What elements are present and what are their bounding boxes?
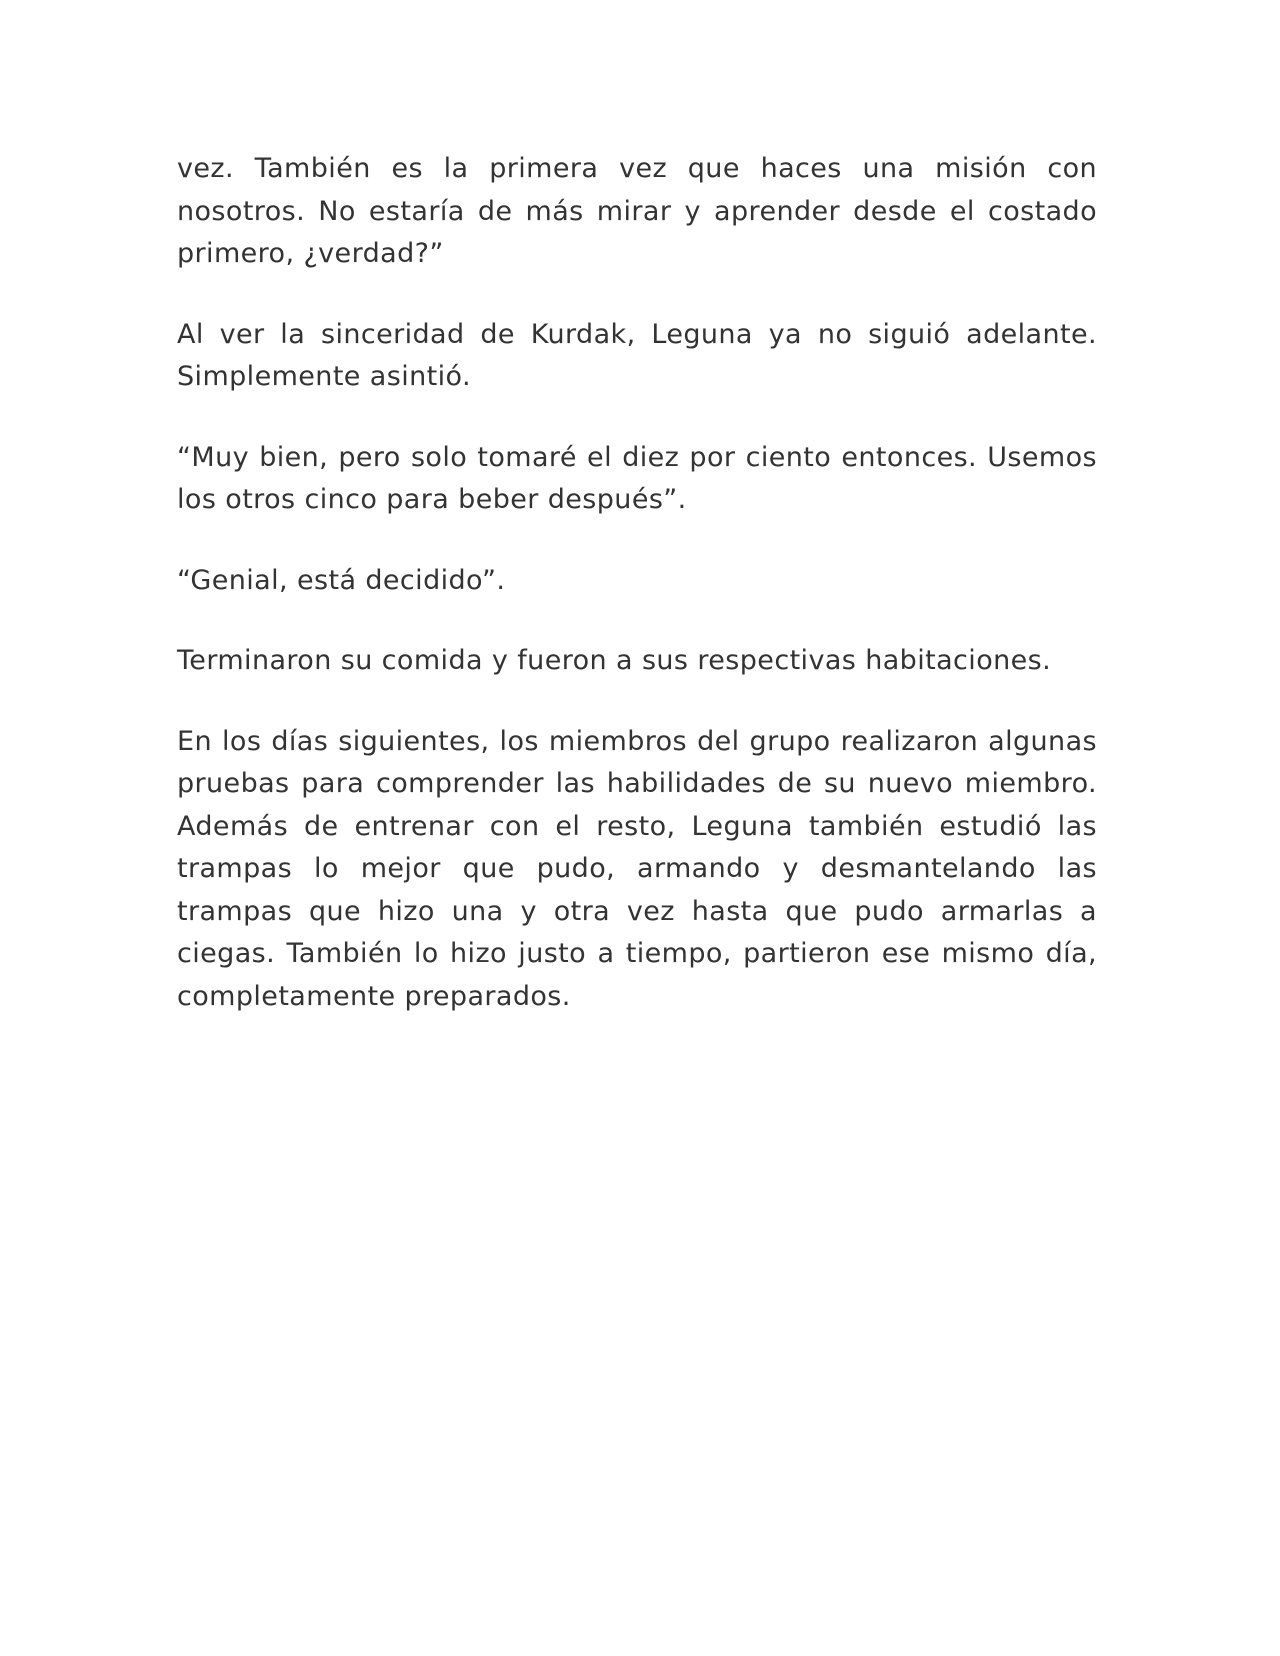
paragraph-5: Terminaron su comida y fueron a sus respectivas habitaciones. bbox=[177, 645, 1052, 676]
paragraph-1: vez. También es la primera vez que haces una misión con nosotros. No estaría de más mirar y aprender desde el costado primero, ¿verdad?” bbox=[177, 153, 1097, 269]
paragraph-2: Al ver la sinceridad de Kurdak, Leguna ya no siguió adelante. Simplemente asintió. bbox=[177, 318, 1097, 392]
paragraph-6: En los días siguientes, los miembros del grupo realizaron algunas pruebas para comprender las habilidades de su nuevo miembro. Además de entrenar con el resto, Leguna también estudió las trampas lo mejor que pudo, armando y desmantelando las trampas que hizo una y otra vez hasta que pudo armarlas a ciegas. También lo hizo justo a tiempo, partieron ese mismo día, completamente preparados. bbox=[177, 725, 1097, 1012]
document-page bbox=[177, 148, 1097, 1056]
paragraph-3: “Muy bien, pero solo tomaré el diez por ciento entonces. Usemos los otros cinco para beber después”. bbox=[177, 441, 1097, 515]
paragraph-4: “Genial, está decidido”. bbox=[177, 564, 506, 596]
